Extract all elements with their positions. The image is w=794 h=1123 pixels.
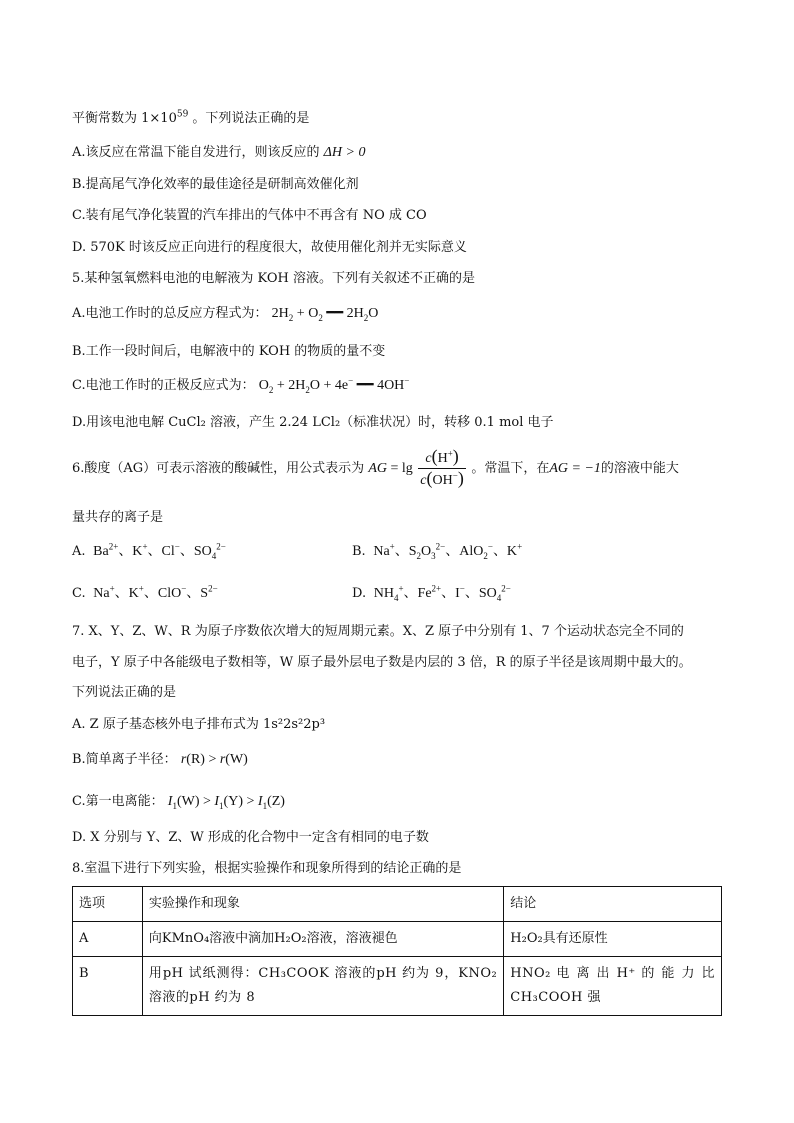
q6-option-c-label: C. [72, 586, 86, 601]
q7-stem-2: 电子，Y 原子中各能级电子数相等，W 原子最外层电子数是内层的 3 倍，R 的原子半径是该周期中最大的。 [72, 655, 692, 670]
q8-stem: 8.室温下进行下列实验，根据实验操作和现象所得到的结论正确的是 [72, 861, 462, 876]
row-conclusion: HNO₂ 电 离 出 H⁺ 的 能 力 比 CH₃COOH 强 [504, 957, 722, 1016]
header-operation: 实验操作和现象 [142, 887, 503, 922]
q5-option-a [72, 305, 378, 323]
row-option: B [73, 957, 143, 1016]
q6-stem-after: 。常温下，在 [471, 461, 550, 476]
q6-stem [72, 446, 679, 492]
q7-option-b-text: B.简单离子半径： [72, 752, 177, 767]
intro-suffix: 。下列说法正确的是 [188, 111, 310, 126]
q6-option-a [72, 543, 226, 561]
table-row [73, 957, 722, 1016]
ag-formula: AG = lg $\frac{c(H^+)}{c(OH^-)}$ [368, 446, 464, 489]
q4-option-a-text: A.该反应在常温下能自发进行，则该反应的 [72, 145, 320, 160]
q5-option-a-text: A.电池工作时的总反应方程式为： [72, 306, 268, 321]
ag-fraction: $\frac{c(H^+)}{c(OH^-)}$ [420, 446, 464, 489]
intro-prefix: 平衡常数为 1×10 [72, 111, 177, 126]
q6-stem-line2: 量共存的离子是 [72, 510, 164, 525]
q7-stem-3: 下列说法正确的是 [72, 685, 177, 700]
q4-option-a-math [324, 145, 366, 160]
q6-option-a-ions: $Ba^{2+}$、K+、Cl−、$SO_4^{2-}$ [89, 541, 226, 561]
row-operation: 向KMnO₄溶液中滴加H₂O₂溶液，溶液褪色 [142, 922, 503, 957]
q5-option-d: D.用该电池电解 CuCl₂ 溶液，产生 2.24 LCl₂（标准状况）时，转移 0.1 mol 电子 [72, 415, 554, 430]
q7-option-d: D. X 分别与 Y、Z、W 形成的化合物中一定含有相同的电子数 [72, 830, 429, 845]
q4-option-a [72, 144, 365, 162]
q6-option-d [352, 585, 511, 603]
q7-option-c-text: C.第一电离能： [72, 794, 164, 809]
table-row [73, 922, 722, 957]
header-option: 选项 [73, 887, 143, 922]
table-header-row [73, 887, 722, 922]
q7-stem-1: 7. X、Y、Z、W、R 为原子序数依次增大的短周期元素。X、Z 原子中分别有 1、7 个运动状态完全不同的 [72, 624, 684, 639]
q6-option-c [72, 585, 218, 603]
q4-option-b: B.提高尾气净化效率的最佳途径是研制高效催化剂 [72, 177, 359, 192]
q6-option-b-label: B. [352, 544, 366, 559]
row-operation: 用pH 试纸测得：CH₃COOK 溶液的pH 约为 9，KNO₂溶液的pH 约为 8 [142, 957, 503, 1016]
q7-option-a: A. Z 原子基态核外电子排布式为 1s²2s²2p³ [72, 717, 326, 732]
q7-option-b [72, 751, 248, 769]
intro-line [72, 110, 309, 128]
q5-option-b: B.工作一段时间后，电解液中的 KOH 的物质的量不变 [72, 344, 386, 359]
q5-option-a-equation: $2H_2 + O_2$ ━━ $2H_2O$ [271, 306, 379, 323]
q6-option-b-ions: Na+、$S_2O_3^{2-}$、AlO$_2$−、K+ [369, 541, 523, 561]
q4-option-d: D. 570K 时该反应正向进行的程度很大，故使用催化剂并无实际意义 [72, 240, 467, 255]
q5-option-c [72, 377, 409, 395]
experiment-table [72, 886, 722, 1016]
q6-option-a-label: A. [72, 544, 86, 559]
q6-stem-text: 6.酸度（AG）可表示溶液的酸碱性，用公式表示为 [72, 461, 365, 476]
q5-option-c-text: C.电池工作时的正极反应式为： [72, 378, 255, 393]
q5-option-c-equation: $O_2 + 2H_2O + 4e^-$ ━━ 4OH− [258, 375, 410, 395]
q7-option-c [72, 793, 285, 811]
header-conclusion: 结论 [504, 887, 722, 922]
intro-exponent: 59 [176, 109, 189, 120]
ionization-comparison: $I_1(W) > I_1(Y) > I_1(Z)$ [167, 794, 285, 811]
q4-option-c: C.装有尾气净化装置的汽车排出的气体中不再含有 NO 成 CO [72, 208, 427, 223]
q6-stem-end: 的溶液中能大 [600, 461, 679, 476]
ag-condition: AG = −1 [549, 461, 601, 476]
q6-option-b [352, 543, 522, 561]
q6-option-d-ions: $NH_4^+$、$Fe^{2+}$、I−、$SO_4^{2-}$ [370, 583, 511, 603]
row-option: A [73, 922, 143, 957]
radius-comparison: r(R) > r(W) [180, 752, 248, 767]
q5-stem: 5.某种氢氧燃料电池的电解液为 KOH 溶液。下列有关叙述不正确的是 [72, 271, 476, 286]
q6-option-d-label: D. [352, 586, 367, 601]
delta-h-expr: ΔH > 0 [323, 145, 366, 160]
row-conclusion: H₂O₂具有还原性 [504, 922, 722, 957]
q6-option-c-ions: Na+、K+、ClO−、$S^{2-}$ [89, 583, 218, 601]
